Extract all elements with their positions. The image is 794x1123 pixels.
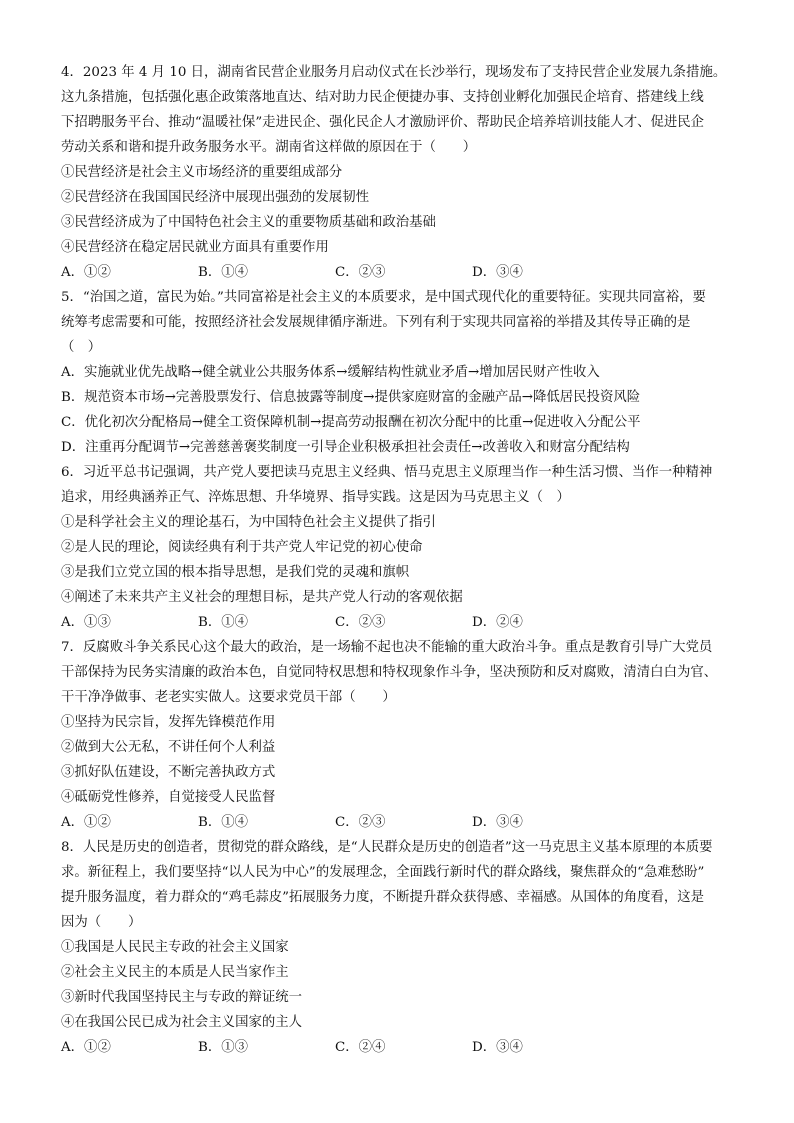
statement-item: ④砥砺党性修养，自觉接受人民监督 [61,790,276,805]
option-a: A．①② [61,815,111,830]
statement-item: ①民营经济是社会主义市场经济的重要组成部分 [61,165,343,180]
question-stem-line: 干干净净做事、老老实实做人。这要求党员干部（ ） [61,690,396,705]
option-a: A．①② [61,1040,111,1055]
statement-item: ②做到大公无私，不讲任何个人利益 [61,740,276,755]
option-c: C．②④ [335,1040,386,1055]
statement-item: ②是人民的理论，阅读经典有利于共产党人牢记党的初心使命 [61,540,423,555]
question-stem-line: 追求，用经典涵养正气、淬炼思想、升华境界、指导实践。这是因为马克思主义（ ） [61,490,570,505]
statement-item: ①我国是人民民主专政的社会主义国家 [61,940,289,955]
option-b: B．①④ [198,265,249,280]
question-stem-line: 求。新征程上，我们要坚持“以人民为中心”的发展理念，全面践行新时代的群众路线，聚焦群众的“急难愁盼” [61,865,705,880]
statement-item: ④民营经济在稳定居民就业方面具有重要作用 [61,240,329,255]
statement-item: ②社会主义民主的本质是人民当家作主 [61,965,289,980]
statement-item: ④在我国公民已成为社会主义国家的主人 [61,1015,303,1030]
answer-choice: C．优化初次分配格局→健全工资保障机制→提高劳动报酬在初次分配中的比重→促进收入分配公平 [61,415,641,430]
statement-item: ①坚持为民宗旨，发挥先锋模范作用 [61,715,276,730]
statement-item: ④阐述了未来共产主义社会的理想目标，是共产党人行动的客观依据 [61,590,463,605]
answer-options [61,610,751,635]
statement-item: ②民营经济在我国国民经济中展现出强劲的发展韧性 [61,190,369,205]
question-stem-line: 干部保持为民务实清廉的政治本色，自觉同特权思想和特权现象作斗争，坚决预防和反对腐败，清清白白为官、 [61,665,718,680]
answer-options [61,1035,751,1060]
option-d: D．③④ [472,265,523,280]
option-c: C．②③ [335,615,386,630]
question-stem-line: 提升服务温度，着力群众的“鸡毛蒜皮”拓展服务力度，不断提升群众获得感、幸福感。从国体的角度看，这是 [61,890,705,905]
statement-item: ③是我们立党立国的根本指导思想，是我们党的灵魂和旗帜 [61,565,410,580]
answer-choice: B．规范资本市场→完善股票发行、信息披露等制度→提供家庭财富的金融产品→降低居民投资风险 [61,390,641,405]
answer-options [61,260,751,285]
answer-choice: D．注重再分配调节→完善慈善褒奖制度一引导企业积极承担社会责任→改善收入和财富分配结构 [61,440,630,455]
statement-item: ①是科学社会主义的理论基石，为中国特色社会主义提供了指引 [61,515,436,530]
question-stem-line: 统筹考虑需要和可能，按照经济社会发展规律循序渐进。下列有利于实现共同富裕的举措及其传导正确的是 [61,315,691,330]
question-stem-line: 因为（ ） [61,915,142,930]
answer-options [61,810,751,835]
statement-item: ③民营经济成为了中国特色社会主义的重要物质基础和政治基础 [61,215,436,230]
question-stem-line: 6．习近平总书记强调，共产党人要把读马克思主义经典、悟马克思主义原理当作一种生活习惯、当作一种精神 [61,465,713,480]
option-a: A．①③ [61,615,111,630]
option-c: C．②③ [335,815,386,830]
option-c: C．②③ [335,265,386,280]
question-8 [61,835,751,1060]
option-b: B．①④ [198,615,249,630]
statement-item: ③抓好队伍建设，不断完善执政方式 [61,765,276,780]
option-b: B．①③ [198,1040,249,1055]
statement-item: ③新时代我国坚持民主与专政的辩证统一 [61,990,303,1005]
question-5 [61,285,751,460]
exam-page [61,60,751,1060]
question-stem-line: （ ） [61,340,102,355]
question-stem-line: 7．反腐败斗争关系民心这个最大的政治，是一场输不起也决不能输的重大政治斗争。重点是教育引导广大党员 [61,640,713,655]
question-stem-line: 5．“治国之道，富民为始。”共同富裕是社会主义的本质要求，是中国式现代化的重要特征。实现共同富裕，要 [61,290,706,305]
question-6 [61,460,751,635]
question-stem-line: 下招聘服务平台、推动“温暖社保”走进民企、强化民企人才激励评价、帮助民企培养培训技能人才、促进民企 [61,115,705,130]
question-stem-line: 这九条措施，包括强化惠企政策落地直达、结对助力民企便捷办事、支持创业孵化加强民企培育、搭建线上线 [61,90,704,105]
option-b: B．①④ [198,815,249,830]
question-stem-line: 8．人民是历史的创造者，贯彻党的群众路线，是“人民群众是历史的创造者”这一马克思主义基本原理的本质要 [61,840,713,855]
option-a: A．①② [61,265,111,280]
question-7 [61,635,751,835]
question-4 [61,60,751,285]
question-stem-line: 劳动关系和谐和提升政务服务水平。湖南省这样做的原因在于（ ） [61,140,477,155]
question-stem-line: 4．2023 年 4 月 10 日，湖南省民营企业服务月启动仪式在长沙举行，现场发布了支持民营企业发展九条措施。 [61,65,727,80]
option-d: D．③④ [472,815,523,830]
answer-choice: A．实施就业优先战略→健全就业公共服务体系→缓解结构性就业矛盾→增加居民财产性收入 [61,365,600,380]
option-d: D．②④ [472,615,523,630]
option-d: D．③④ [472,1040,523,1055]
